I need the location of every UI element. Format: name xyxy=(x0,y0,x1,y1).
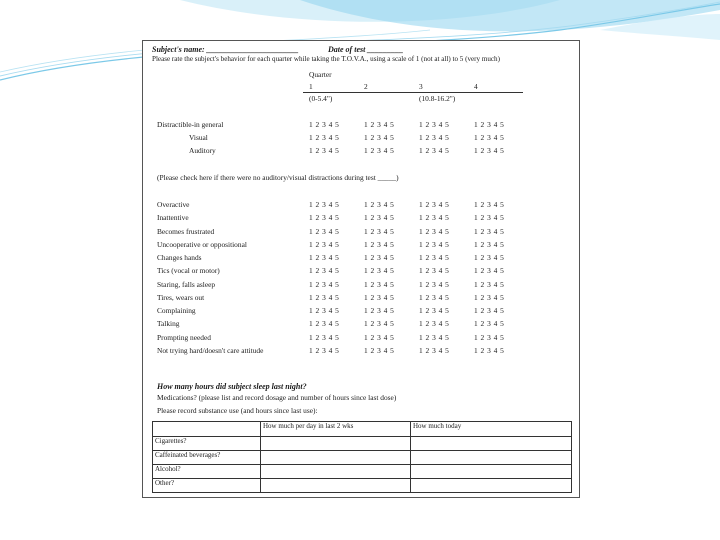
rating-row-g2-1-rating-q1: 1 2 3 4 5 xyxy=(309,213,340,223)
rating-row-g2-5-label: Tics (vocal or motor) xyxy=(157,266,220,276)
rating-row-g2-11-rating-q3: 1 2 3 4 5 xyxy=(419,345,450,355)
tova-rating-form xyxy=(142,40,580,498)
rating-row-g2-8-rating-q4: 1 2 3 4 5 xyxy=(474,306,505,315)
rating-row-g2-7-rating-q2: 1 2 3 4 5 xyxy=(364,292,395,302)
rating-row-g2-3-rating-q1: 1 2 3 4 5 xyxy=(309,239,340,249)
rating-row-g2-9-label: Talking xyxy=(157,319,180,329)
rating-row-g2-2-rating-q1: 1 2 3 4 5 xyxy=(309,226,340,236)
rating-row-g2-6-rating-q3: 1 2 3 4 5 xyxy=(419,279,450,289)
rating-row-g2-0-label: Overactive xyxy=(157,200,190,209)
substance-use-table xyxy=(152,421,572,493)
quarter-number-2: 2 xyxy=(364,82,368,91)
rating-row-g2-10-rating-q2: 1 2 3 4 5 xyxy=(364,332,395,342)
rating-row-g2-0-rating-q4: 1 2 3 4 5 xyxy=(474,200,505,209)
substance-use-prompt: Please record substance use (and hours since last use): xyxy=(157,406,318,415)
medications-prompt: Medications? (please list and record dosage and number of hours since last dose) xyxy=(157,393,397,402)
today-entry-cell[interactable] xyxy=(411,437,572,451)
substance-label-cell: Other? xyxy=(153,479,261,493)
rating-row-g2-6-rating-q1: 1 2 3 4 5 xyxy=(309,279,340,289)
rating-row-g2-3-rating-q2: 1 2 3 4 5 xyxy=(364,239,395,249)
rating-row-g2-11-label: Not trying hard/doesn't care attitude xyxy=(157,345,264,355)
rating-row-g2-8-rating-q1: 1 2 3 4 5 xyxy=(309,306,340,315)
rating-instructions: Please rate the subject's behavior for each quarter while taking the T.O.V.A., using a scale of 1 (not at all) to 5 (very much) xyxy=(152,55,500,63)
rating-row-g2-11-rating-q2: 1 2 3 4 5 xyxy=(364,345,395,355)
no-distraction-note: (Please check here if there were no auditory/visual distractions during test _____) xyxy=(157,173,399,182)
per-day-entry-cell[interactable] xyxy=(261,437,411,451)
rating-row-g1-2-label: Auditory xyxy=(189,146,216,155)
rating-row-g2-5-rating-q2: 1 2 3 4 5 xyxy=(364,266,395,276)
rating-row-g2-0-rating-q1: 1 2 3 4 5 xyxy=(309,200,340,209)
rating-row-g2-2-rating-q2: 1 2 3 4 5 xyxy=(364,226,395,236)
quarter-range-first: (0-5.4") xyxy=(309,94,333,103)
per-day-entry-cell[interactable] xyxy=(261,451,411,465)
per-day-entry-cell[interactable] xyxy=(261,465,411,479)
rating-row-g2-0-rating-q3: 1 2 3 4 5 xyxy=(419,200,450,209)
rating-row-g2-1-label: Inattentive xyxy=(157,213,189,223)
rating-row-g2-9-rating-q2: 1 2 3 4 5 xyxy=(364,319,395,329)
quarter-label: Quarter xyxy=(309,70,332,79)
rating-row-g2-4-label: Changes hands xyxy=(157,253,202,262)
rating-row-g2-6-rating-q4: 1 2 3 4 5 xyxy=(474,279,505,289)
rating-row-g2-3-rating-q4: 1 2 3 4 5 xyxy=(474,239,505,249)
rating-row-g1-2-rating-q3: 1 2 3 4 5 xyxy=(419,146,450,155)
rating-row-g2-9-rating-q3: 1 2 3 4 5 xyxy=(419,319,450,329)
rating-row-g2-0-rating-q2: 1 2 3 4 5 xyxy=(364,200,395,209)
rating-row-g2-6-label: Staring, falls asleep xyxy=(157,279,216,289)
today-entry-cell[interactable] xyxy=(411,465,572,479)
rating-row-g2-10-rating-q1: 1 2 3 4 5 xyxy=(309,332,340,342)
rating-row-g1-2-rating-q2: 1 2 3 4 5 xyxy=(364,146,395,155)
quarter-range-third: (10.8-16.2") xyxy=(419,94,456,103)
substance-label-cell: Caffeinated beverages? xyxy=(153,451,261,465)
rating-row-g2-2-rating-q3: 1 2 3 4 5 xyxy=(419,226,450,236)
rating-row-g2-6-rating-q2: 1 2 3 4 5 xyxy=(364,279,395,289)
date-of-test-label: Date of test _________ xyxy=(328,45,404,54)
rating-row-g2-5-rating-q4: 1 2 3 4 5 xyxy=(474,266,505,276)
rating-row-g2-5-rating-q1: 1 2 3 4 5 xyxy=(309,266,340,276)
rating-row-g1-2-rating-q4: 1 2 3 4 5 xyxy=(474,146,505,155)
rating-row-g1-1-rating-q3: 1 2 3 4 5 xyxy=(419,133,450,142)
rating-row-g1-2-rating-q1: 1 2 3 4 5 xyxy=(309,146,340,155)
rating-row-g2-10-label: Prompting needed xyxy=(157,332,211,342)
substance-table-row xyxy=(153,465,572,479)
rating-row-g1-1-rating-q1: 1 2 3 4 5 xyxy=(309,133,340,142)
rating-row-g2-2-label: Becomes frustrated xyxy=(157,226,215,236)
rating-row-g2-7-rating-q4: 1 2 3 4 5 xyxy=(474,292,505,302)
quarter-number-4: 4 xyxy=(474,82,478,91)
rating-row-g2-11-rating-q4: 1 2 3 4 5 xyxy=(474,345,505,355)
rating-row-g2-11-rating-q1: 1 2 3 4 5 xyxy=(309,345,340,355)
rating-row-g2-7-rating-q3: 1 2 3 4 5 xyxy=(419,292,450,302)
rating-row-g2-8-rating-q3: 1 2 3 4 5 xyxy=(419,306,450,315)
quarter-number-3: 3 xyxy=(419,82,423,91)
rating-row-g2-1-rating-q4: 1 2 3 4 5 xyxy=(474,213,505,223)
rating-row-g2-10-rating-q4: 1 2 3 4 5 xyxy=(474,332,505,342)
rating-row-g1-1-rating-q2: 1 2 3 4 5 xyxy=(364,133,395,142)
rating-row-g2-8-label: Complaining xyxy=(157,306,196,315)
rating-row-g2-8-rating-q2: 1 2 3 4 5 xyxy=(364,306,395,315)
quarter-number-1: 1 xyxy=(309,82,313,91)
rating-row-g2-4-rating-q4: 1 2 3 4 5 xyxy=(474,253,505,262)
rating-row-g2-10-rating-q3: 1 2 3 4 5 xyxy=(419,332,450,342)
per-day-entry-cell[interactable] xyxy=(261,479,411,493)
rating-row-g1-0-rating-q2: 1 2 3 4 5 xyxy=(364,120,395,129)
rating-row-g2-4-rating-q3: 1 2 3 4 5 xyxy=(419,253,450,262)
substance-header-cell: How much per day in last 2 wks xyxy=(261,422,411,437)
substance-label-cell: Cigarettes? xyxy=(153,437,261,451)
rating-row-g2-1-rating-q2: 1 2 3 4 5 xyxy=(364,213,395,223)
today-entry-cell[interactable] xyxy=(411,451,572,465)
subject-name-label: Subject's name: _______________________ xyxy=(152,45,299,54)
today-entry-cell[interactable] xyxy=(411,479,572,493)
rating-row-g2-3-label: Uncooperative or oppositional xyxy=(157,239,247,249)
substance-label-cell: Alcohol? xyxy=(153,465,261,479)
rating-row-g1-1-label: Visual xyxy=(189,133,208,142)
rating-row-g1-0-rating-q1: 1 2 3 4 5 xyxy=(309,120,340,129)
rating-row-g1-0-rating-q4: 1 2 3 4 5 xyxy=(474,120,505,129)
rating-row-g1-1-rating-q4: 1 2 3 4 5 xyxy=(474,133,505,142)
rating-row-g2-9-rating-q4: 1 2 3 4 5 xyxy=(474,319,505,329)
quarter-divider-line xyxy=(303,92,523,93)
rating-row-g2-2-rating-q4: 1 2 3 4 5 xyxy=(474,226,505,236)
substance-table-row xyxy=(153,451,572,465)
sleep-question: How many hours did subject sleep last night? xyxy=(157,382,307,391)
substance-table-row xyxy=(153,479,572,493)
substance-header-cell: How much today xyxy=(411,422,572,437)
rating-row-g2-4-rating-q2: 1 2 3 4 5 xyxy=(364,253,395,262)
rating-row-g1-0-label: Distractible-in general xyxy=(157,120,224,129)
rating-row-g2-3-rating-q3: 1 2 3 4 5 xyxy=(419,239,450,249)
rating-row-g2-1-rating-q3: 1 2 3 4 5 xyxy=(419,213,450,223)
rating-row-g2-7-rating-q1: 1 2 3 4 5 xyxy=(309,292,340,302)
substance-table-row xyxy=(153,437,572,451)
rating-row-g2-9-rating-q1: 1 2 3 4 5 xyxy=(309,319,340,329)
rating-row-g1-0-rating-q3: 1 2 3 4 5 xyxy=(419,120,450,129)
rating-row-g2-7-label: Tires, wears out xyxy=(157,292,205,302)
substance-header-cell xyxy=(153,422,261,437)
substance-table-header xyxy=(153,422,572,437)
rating-row-g2-5-rating-q3: 1 2 3 4 5 xyxy=(419,266,450,276)
rating-row-g2-4-rating-q1: 1 2 3 4 5 xyxy=(309,253,340,262)
